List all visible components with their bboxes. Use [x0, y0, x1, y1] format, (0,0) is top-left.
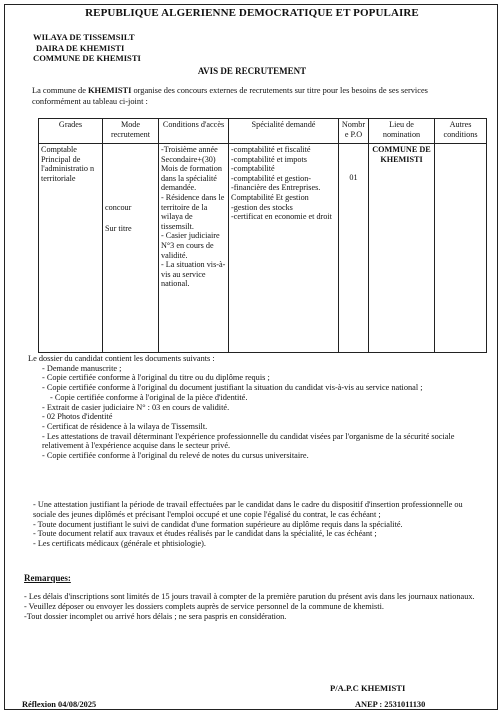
cell-conditions — [159, 144, 229, 353]
remark-item: - Veuillez déposer ou envoyer les dossiers complets auprès de service personnel de la commune de khemisti. — [24, 602, 384, 611]
document-item: - Copie certifiée conforme à l'original du titre ou du diplôme requis ; — [42, 373, 270, 383]
intro-after: organise des concours externes de recrutements sur titre pour les besoins de ses services conformément au tableau ci-joint : — [32, 86, 428, 106]
cell-mode — [103, 144, 159, 353]
header-autres: Autres conditions — [435, 119, 487, 144]
remarks-title: Remarques: — [24, 573, 71, 583]
header-mode: Mode recrutement — [103, 119, 159, 144]
document-item: - Les attestations de travail déterminant l'expérience professionnelle du candidat visées par l'organisme de la sécurité sociale relativement à l'expérience acquise dans le secteur privé. — [42, 431, 455, 451]
document-item: - Demande manuscrite ; — [42, 363, 122, 373]
document-item: - Extrait de casier judiciaire N° : 03 en cours de validité. — [42, 402, 230, 412]
lieu-value: COMMUNE DE KHEMISTI — [372, 145, 431, 164]
specialite-5: -financière des Entreprises. Comptabilité Et gestion — [231, 183, 321, 202]
recruitment-table — [38, 118, 487, 353]
condition-2: - Résidence dans le territoire de la wilaya de tissemsilt. — [161, 192, 225, 231]
cell-nombre — [339, 144, 369, 353]
documents-section — [28, 354, 488, 461]
document-item: - Une attestation justifiant la période de travail effectuées par le candidat dans le cadre du dispositif d'insertion professionnelle ou sociale des jeunes diplômés et précisant l'emploi occupé et une copie l'égalisé du contrat, le cas échéant ; — [33, 500, 463, 519]
intro-before: La commune de — [32, 86, 89, 95]
document-item: - Certificat de résidence à la wilaya de Tissemsilt. — [42, 421, 208, 431]
header-specialite: Spécialité demandé — [229, 119, 339, 144]
header-nombre: Nombr e P.O — [339, 119, 369, 144]
intro-commune-name: KHEMISTI — [88, 86, 132, 95]
specialite-7: -certificat en economie et droit — [231, 212, 332, 222]
commune-label: COMMUNE DE KHEMISTI — [33, 53, 141, 63]
documents-section-2 — [33, 500, 483, 549]
table-row — [39, 144, 487, 353]
mode-line-2: Sur titre — [105, 223, 132, 233]
condition-4: - La situation vis-à-vis au service national. — [161, 260, 226, 289]
document-item: - Copie certifiée conforme à l'original du relevé de notes du cursus universitaire. — [42, 451, 309, 461]
cell-grade — [39, 144, 103, 353]
header-conditions: Conditions d'accès — [159, 119, 229, 144]
condition-3: - Casier judiciaire N°3 en cours de validité. — [161, 231, 220, 260]
notice-title: AVIS DE RECRUTEMENT — [197, 66, 307, 76]
condition-1: -Troisième année Secondaire+(30) Mois de formation dans la spécialité demandée. — [161, 145, 222, 193]
document-item: - Toute document justifiant le suivi de candidat d'une formation supérieure au diplôme requis dans la spécialité. — [33, 519, 403, 529]
remarks-section — [24, 592, 479, 622]
footer-reflexion: Réflexion 04/08/2025 — [22, 700, 97, 709]
signature: P/A.P.C KHEMISTI — [330, 683, 406, 693]
specialite-2: -comptabilité et impots — [231, 154, 307, 164]
specialite-3: -comptabilité — [231, 164, 275, 174]
documents-intro: Le dossier du candidat contient les documents suivants : — [28, 354, 215, 363]
document-item: - Les certificats médicaux (générale et phtisiologie). — [33, 539, 207, 549]
specialite-4: -comptabilité et gestion- — [231, 173, 312, 183]
document-item: - Copie certifiée conforme à l'original de la pièce d'identité. — [50, 392, 248, 402]
intro-paragraph — [32, 86, 472, 107]
nombre-value: 01 — [349, 173, 358, 182]
republic-title: REPUBLIQUE ALGERIENNE DEMOCRATIQUE ET POPULAIRE — [85, 7, 419, 19]
header-grades: Grades — [39, 119, 103, 144]
daira-label: DAIRA DE KHEMISTI — [36, 42, 125, 53]
specialite-1: -comptabilité et fiscalité — [231, 145, 311, 154]
table-header-row — [39, 119, 487, 144]
cell-lieu — [369, 144, 435, 353]
document-item: - Copie certifiée conforme à l'original du document justifiant la situation du candidat vis-à-vis au service national ; — [42, 383, 423, 393]
remark-item: - Les délais d'inscriptions sont limités de 15 jours travail à compter de la première parution du présent avis dans les journaux nationaux. — [24, 592, 475, 601]
administration-block — [33, 32, 141, 64]
cell-autres — [435, 144, 487, 353]
grade-text: Comptable Principal de l'administratio n territoriale — [41, 145, 95, 183]
wilaya-label: WILAYA DE TISSEMSILT — [33, 32, 135, 42]
footer-anep: ANEP : 2531011130 — [355, 700, 426, 709]
cell-specialites — [229, 144, 339, 353]
mode-line-1: concour — [105, 203, 132, 212]
remark-item: -Tout dossier incomplet ou arrivé hors délais ; ne sera paspris en considération. — [24, 612, 287, 621]
header-lieu: Lieu de nomination — [369, 119, 435, 144]
document-item: - 02 Photos d'identité — [42, 412, 113, 422]
document-item: - Toute document relatif aux travaux et études réalisés par le candidat dans la spécialité, le cas échéant ; — [33, 529, 377, 539]
specialite-6: -gestion des stocks — [231, 202, 293, 212]
